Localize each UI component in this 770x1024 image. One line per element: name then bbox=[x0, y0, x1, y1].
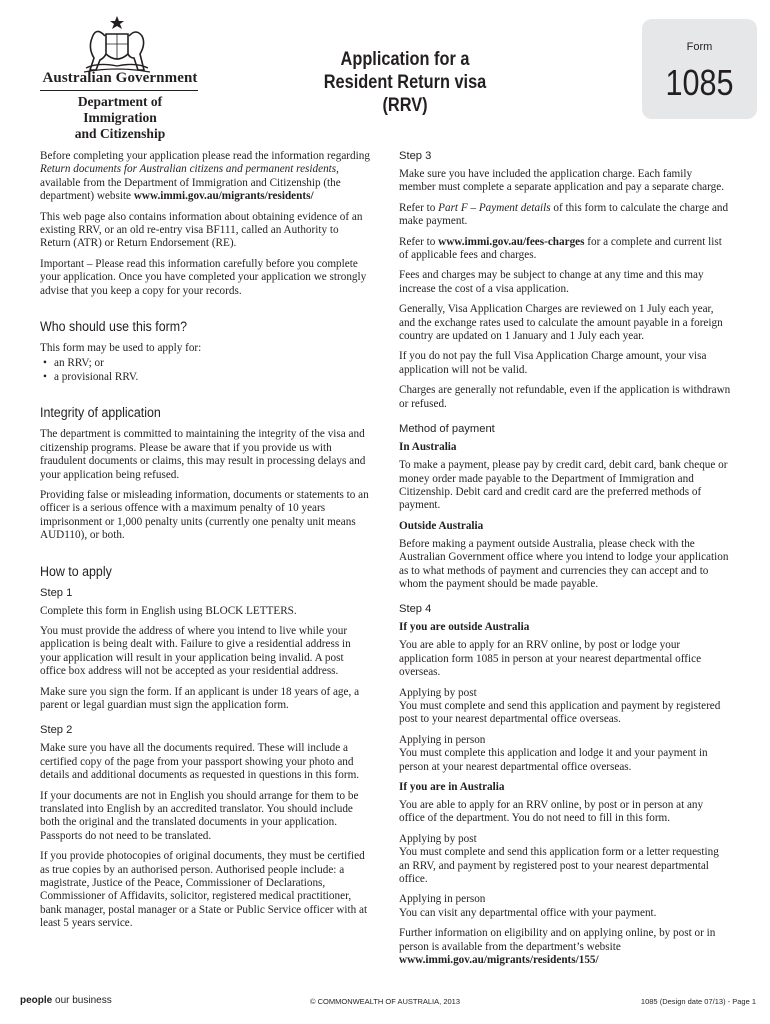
paragraph: The department is committed to maintaining the integrity of the visa and citizenship programs. Please be aware that if you provide us with fraudulent documents or claims, this may result in processing delays and your application being refused. bbox=[40, 428, 366, 481]
paragraph: Before making a payment outside Australia, please check with the Australian Government office where you intend to lodge your application as to what methods of payment and currencies they can accept and to whom the payment should be made payable. bbox=[399, 537, 729, 590]
list-item: • a provisional RRV. bbox=[40, 371, 370, 384]
form-label: Form bbox=[686, 41, 713, 53]
step-heading: Step 1 bbox=[40, 586, 73, 599]
page-header bbox=[0, 0, 770, 140]
subheading-method-of-payment: Method of payment bbox=[399, 423, 495, 436]
footer-page-info: 1085 (Design date 07/13) - Page 1 bbox=[640, 997, 756, 1006]
section-heading-who: Who should use this form? bbox=[40, 319, 188, 335]
subheading-if-outside-australia: If you are outside Australia bbox=[399, 621, 530, 634]
footer-tagline: people our business bbox=[20, 995, 112, 1006]
paragraph: Refer to Part F – Payment details of this form to calculate the charge and make payment. bbox=[399, 201, 729, 228]
department-name: Department of Immigration and Citizenship bbox=[74, 94, 166, 141]
paragraph: If you provide photocopies of original documents, they must be certified as true copies by an authorised person. Authorised people include: a magistrate, Justice of the Peace, Commissioner of Declarations, Commissioner of Affidavits, solicitor, registered medical practitioner, bank manager, postal manager or a State or Public Service officer with at least 5 years service. bbox=[40, 850, 368, 930]
section-heading-integrity: Integrity of application bbox=[40, 405, 161, 421]
paragraph: If you do not pay the full Visa Application Charge amount, your visa application will not be valid. bbox=[399, 350, 707, 376]
paragraph: Important – Please read this information carefully before you complete your application. Once you have completed your application we strongly advise that you keep a copy for your records. bbox=[40, 257, 367, 297]
paragraph: Make sure you have all the documents required. These will include a certified copy of the page from your passport showing your photo and details and additional documents as requested in questions in this form. bbox=[40, 742, 360, 782]
step-heading: Step 4 bbox=[399, 603, 432, 616]
paragraph: Further information on eligibility and on applying online, by post or in person is available from the department’s website www.immi.gov.au/migrants/residents/155/ bbox=[399, 927, 716, 967]
paragraph: If your documents are not in English you should arrange for them to be translated into English by an accredited translator. You should include both the original and the translated documents in your application. Passports do not need to be translated. bbox=[40, 789, 359, 842]
paragraph: Fees and charges may be subject to change at any time and this may increase the cost of a visa application. bbox=[399, 269, 704, 295]
paragraph: Generally, Visa Application Charges are reviewed on 1 July each year, and the exchange rates used to calculate the amount payable in a foreign country are updated on 1 January and 1 July each year. bbox=[399, 303, 723, 343]
divider bbox=[40, 90, 198, 91]
footer-copyright: © COMMONWEALTH OF AUSTRALIA, 2013 bbox=[310, 997, 460, 1006]
list-item: • an RRV; or bbox=[40, 357, 370, 370]
paragraph: You are able to apply for an RRV online, by post or in person at any office of the department. You do not need to fill in this form. bbox=[399, 799, 704, 825]
subheading-in-australia: In Australia bbox=[399, 441, 457, 454]
paragraph: Applying in person You must complete this application and lodge it and your payment in person at your nearest departmental office overseas. bbox=[399, 733, 708, 773]
paragraph: Make sure you sign the form. If an applicant is under 18 years of age, a parent or legal guardian must sign the application form. bbox=[40, 685, 360, 711]
step-heading: Step 3 bbox=[399, 150, 432, 162]
paragraph: Applying by post You must complete and send this application and payment by registered post to your nearest departmental office overseas. bbox=[399, 686, 721, 726]
form-number: 1085 bbox=[665, 62, 734, 103]
government-name: Australian Government bbox=[42, 70, 198, 86]
paragraph: This form may be used to apply for: bbox=[40, 342, 202, 355]
step-heading: Step 2 bbox=[40, 724, 73, 737]
paragraph: Charges are generally not refundable, even if the application is withdrawn or refused. bbox=[399, 384, 731, 410]
coat-of-arms-icon bbox=[78, 14, 156, 76]
subheading-outside-australia: Outside Australia bbox=[399, 519, 484, 532]
paragraph: To make a payment, please pay by credit card, debit card, bank cheque or money order made payable to the Department of Immigration and Citizenship. Debit card and credit card are the preferred methods of payment. bbox=[399, 459, 728, 512]
page-title: Application for a Resident Return visa (RRV) bbox=[323, 49, 487, 116]
paragraph: This web page also contains information about obtaining evidence of an existing RRV, or an old re-entry visa BF111, called an Authority to Return (ATR) or Return Endorsement (RE). bbox=[40, 210, 363, 250]
fees-charges-link[interactable]: www.immi.gov.au/fees-charges bbox=[438, 235, 585, 248]
residents-155-link[interactable]: www.immi.gov.au/migrants/residents/155/ bbox=[399, 954, 599, 967]
intro-paragraph: Before completing your application please read the information regarding Return documents for Australian citizens and permanent residents, available from the Department of Immigration and Citizenship (the department) website www.immi.gov.au/migrants/residents/ bbox=[40, 150, 370, 203]
paragraph: You are able to apply for an RRV online, by post or lodge your application form 1085 in person at your nearest departmental office overseas. bbox=[399, 639, 702, 679]
right-column bbox=[399, 150, 731, 974]
left-column bbox=[40, 150, 370, 938]
section-heading-how-to-apply: How to apply bbox=[40, 563, 112, 579]
subheading-if-in-australia: If you are in Australia bbox=[399, 781, 505, 793]
paragraph: Complete this form in English using BLOCK LETTERS. bbox=[40, 604, 297, 617]
paragraph: Applying in person You can visit any departmental office with your payment. bbox=[399, 893, 657, 919]
paragraph: Refer to www.immi.gov.au/fees-charges for a complete and current list of applicable fees and charges. bbox=[399, 235, 722, 262]
paragraph: You must provide the address of where you intend to live while your application is being dealt with. Failure to give a residential address in your application will result in your application being invalid. A post office box address will not be accepted as your residential address. bbox=[40, 624, 351, 678]
paragraph: Applying by post You must complete and send this application form or a letter requesting an RRV, and payment by registered post to your nearest departmental office. bbox=[399, 832, 719, 886]
bullet-list bbox=[40, 357, 370, 384]
form-number-box bbox=[642, 19, 757, 119]
paragraph: Providing false or misleading information, documents or statements to an officer is a serious offence with a maximum penalty of 10 years imprisonment or 1,000 penalty units (currently one penalty unit means AUD110), or both. bbox=[40, 488, 369, 542]
residents-link[interactable]: www.immi.gov.au/migrants/residents/ bbox=[133, 190, 314, 203]
paragraph: Make sure you have included the application charge. Each family member must complete a separate application and pay a separate charge. bbox=[399, 168, 725, 194]
